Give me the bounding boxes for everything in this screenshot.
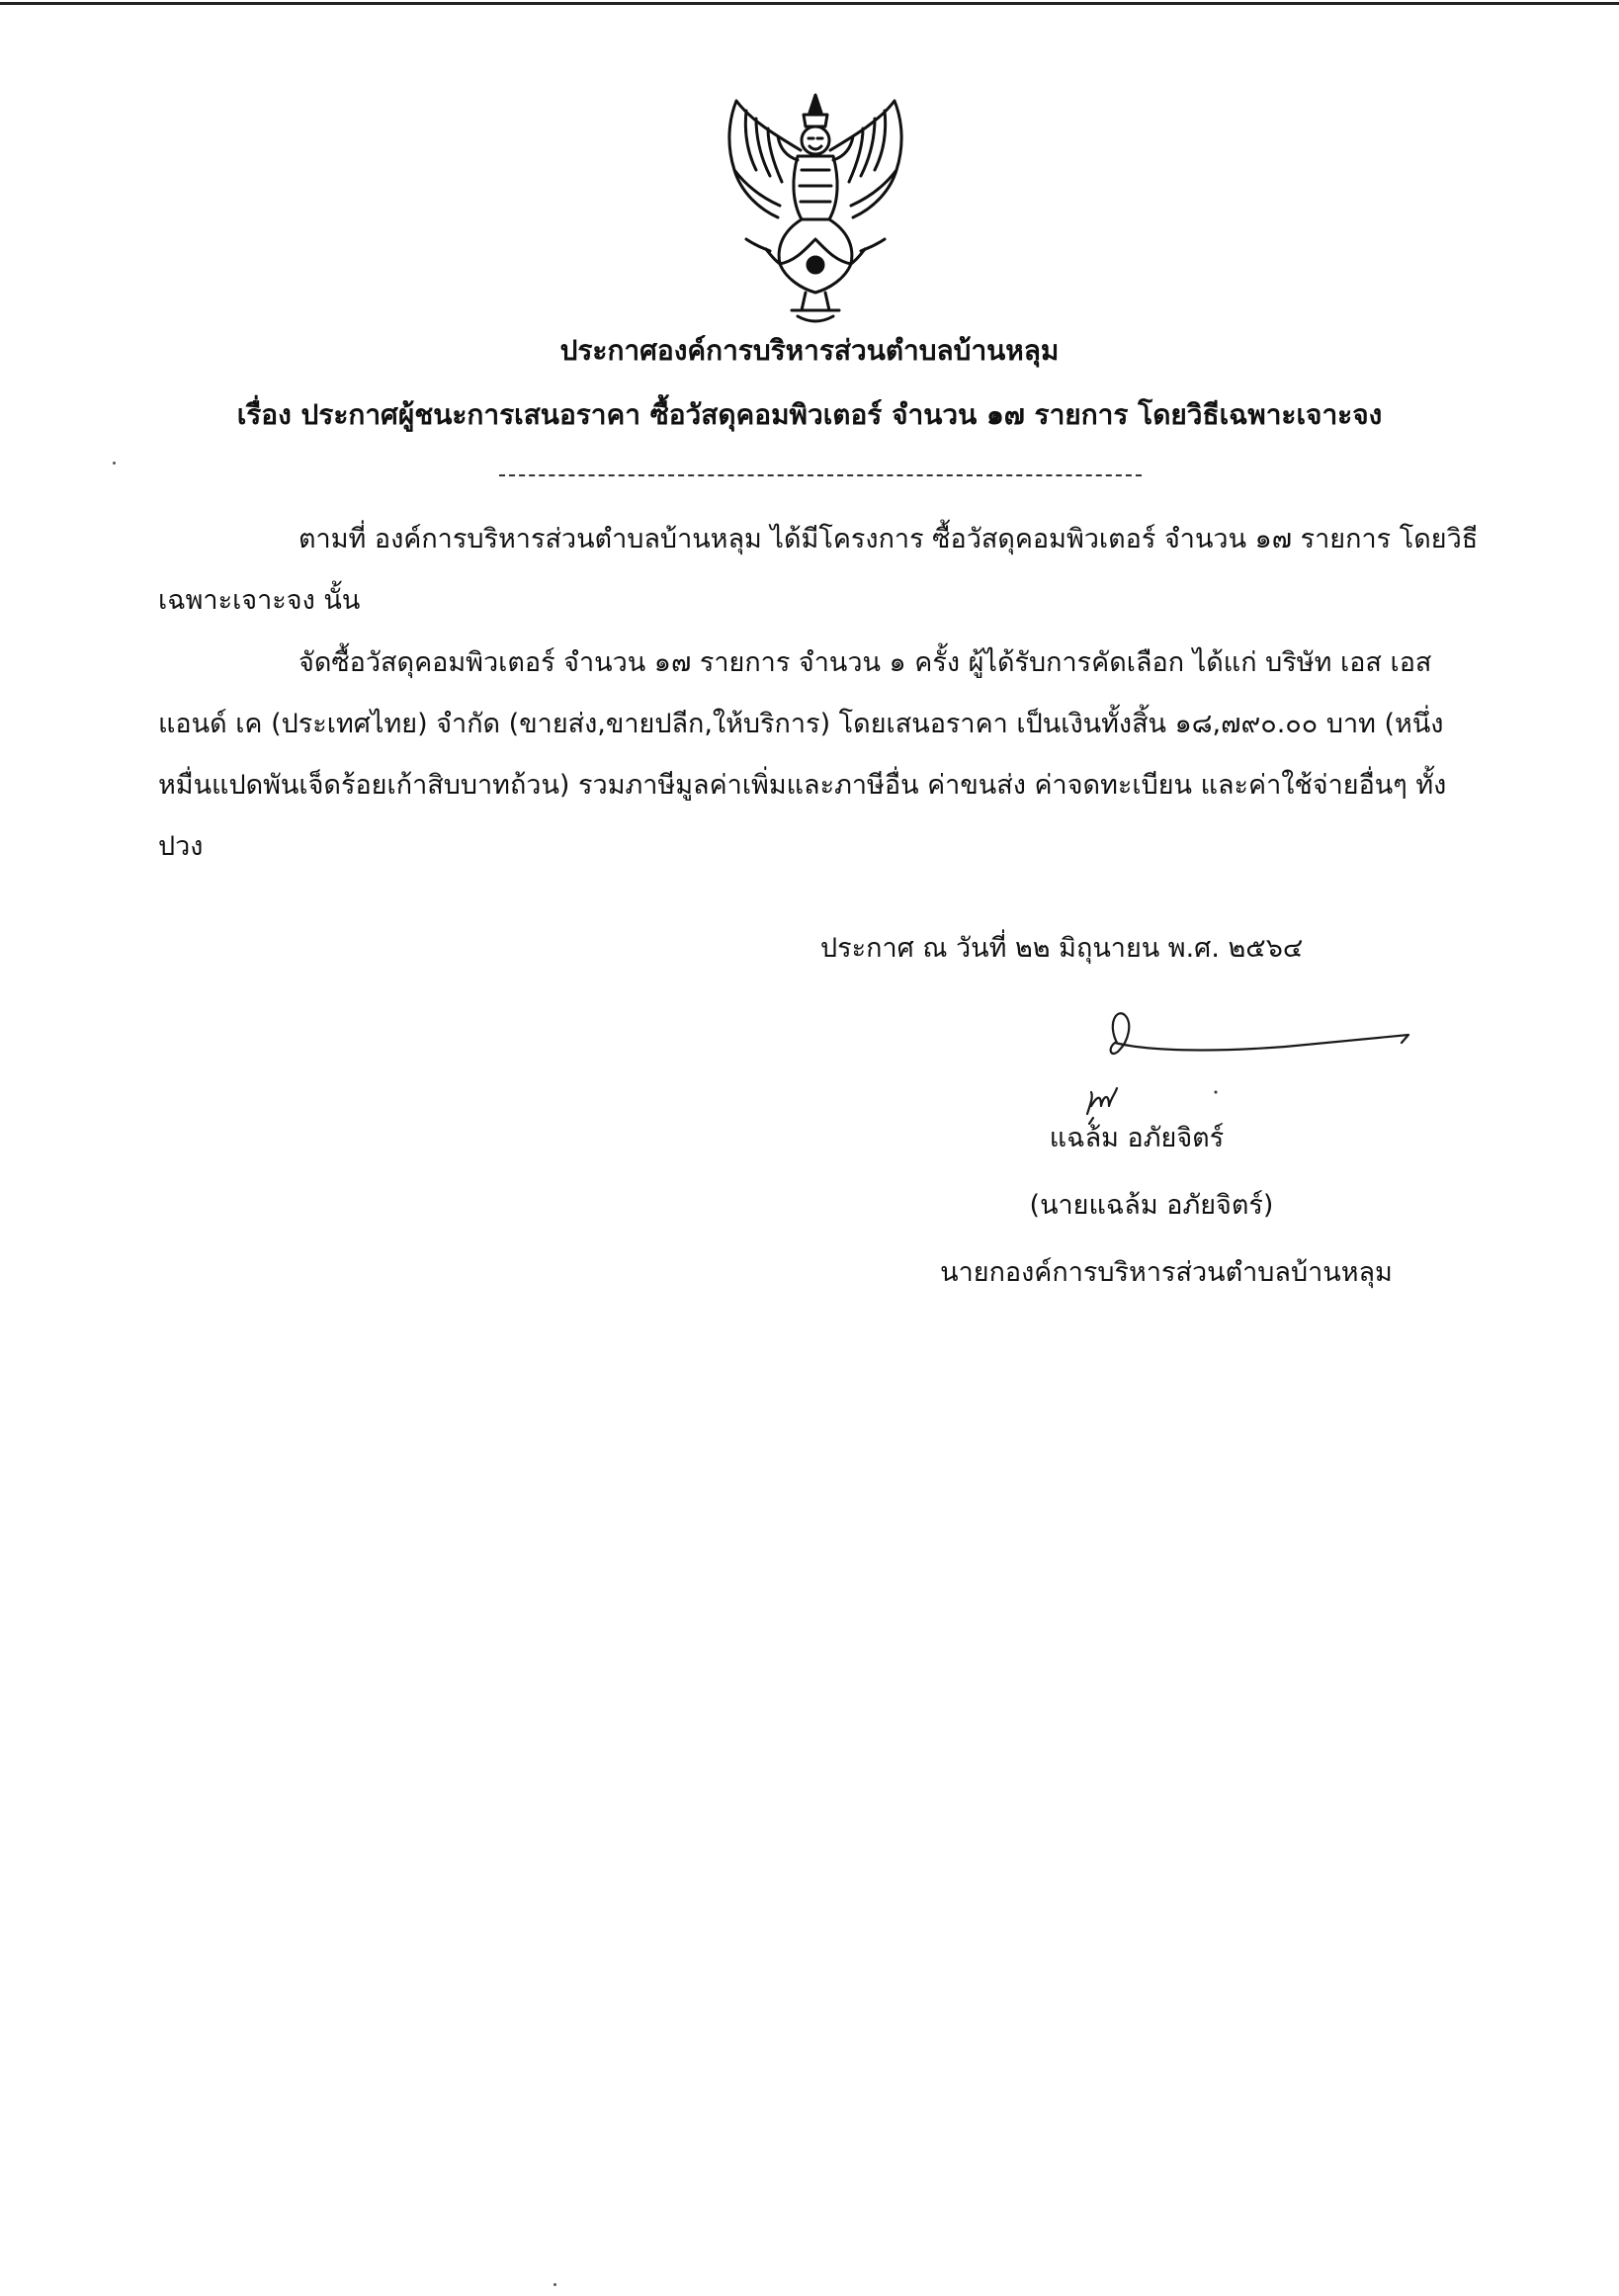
handwritten-signature — [1067, 1003, 1423, 1132]
signatory-full-name: (นายแฉล้ม อภัยจิตร์) — [1029, 1190, 1274, 1221]
paragraph-2-line: หมื่นแปดพันเจ็ดร้อยเก้าสิบบาทถ้วน) รวมภาษีมูลค่าเพิ่มและภาษีอื่น ค่าขนส่ง ค่าจดทะเบียน และค่าใช้จ่ายอื่นๆ ทั้ง — [158, 770, 1447, 801]
page-top-rule — [0, 2, 1619, 5]
announcement-title: ประกาศองค์การบริหารส่วนตำบลบ้านหลุม — [559, 334, 1060, 367]
signatory-name: แฉล้ม อภัยจิตร์ — [1049, 1123, 1225, 1153]
paragraph-2-line: ปวง — [158, 831, 204, 862]
scan-speck — [113, 462, 116, 465]
scan-speck — [554, 2283, 556, 2286]
paragraph-1-line: เฉพาะเจาะจง นั้น — [158, 585, 361, 616]
announcement-date: ประกาศ ณ วันที่ ๒๒ มิถุนายน พ.ศ. ๒๕๖๔ — [820, 933, 1304, 964]
body-paragraph-1 — [158, 509, 1479, 632]
announcement-subject: เรื่อง ประกาศผู้ชนะการเสนอราคา ซื้อวัสดุคอมพิวเตอร์ จำนวน ๑๗ รายการ โดยวิธีเฉพาะเจาะจง — [236, 398, 1383, 431]
paragraph-2-line: จัดซื้อวัสดุคอมพิวเตอร์ จำนวน ๑๗ รายการ จำนวน ๑ ครั้ง ผู้ได้รับการคัดเลือก ได้แก่ บริษัท เอส เอส — [298, 647, 1432, 678]
signatory-position: นายกองค์การบริหารส่วนตำบลบ้านหลุม — [940, 1257, 1393, 1288]
paragraph-1-line: ตามที่ องค์การบริหารส่วนตำบลบ้านหลุม ได้มีโครงการ ซื้อวัสดุคอมพิวเตอร์ จำนวน ๑๗ รายการ โดยวิธี — [298, 524, 1479, 554]
paragraph-2-line: แอนด์ เค (ประเทศไทย) จำกัด (ขายส่ง,ขายปลีก,ให้บริการ) โดยเสนอราคา เป็นเงินทั้งสิ้น ๑๘,๗๙๐.๐๐ บาท (หนึ่ง — [158, 709, 1444, 739]
body-paragraph-2 — [158, 633, 1463, 878]
header-divider — [499, 474, 1142, 476]
garuda-emblem-icon — [707, 91, 924, 328]
